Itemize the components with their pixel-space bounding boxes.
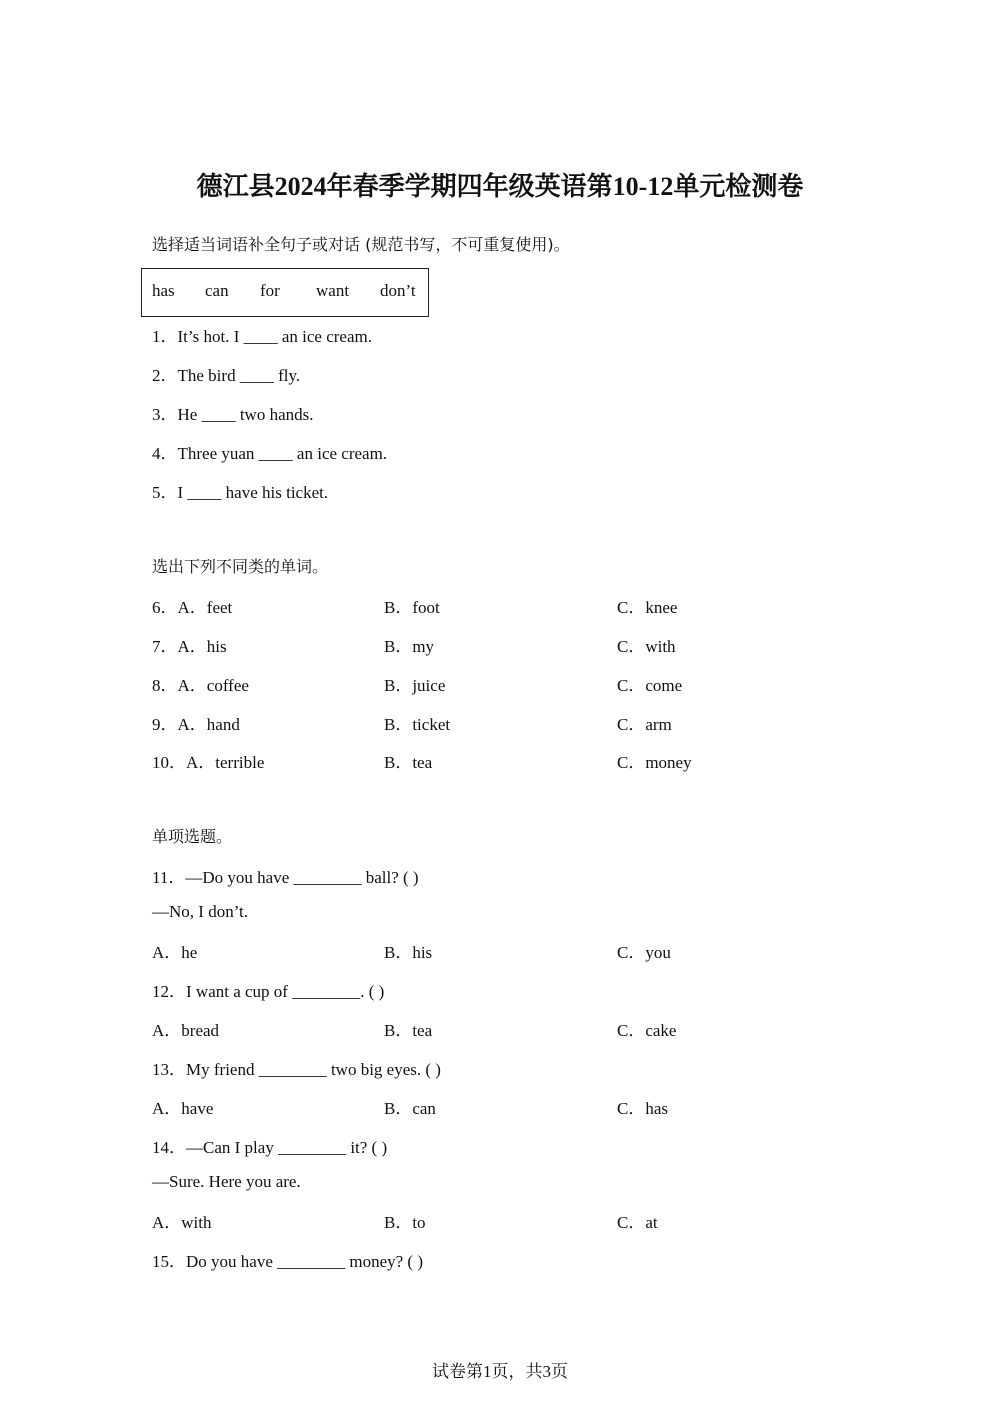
q10-option-b: B．tea <box>384 753 433 772</box>
word-box-item: want <box>316 281 350 300</box>
q7-option-c: C．with <box>617 637 676 656</box>
q7-option-a: 7．A．his <box>152 637 227 656</box>
section1-instruction: 选择适当词语补全句子或对话 (规范书写，不可重复使用)。 <box>152 235 570 254</box>
word-box <box>141 268 429 317</box>
q6-option-a: 6．A．feet <box>152 598 233 617</box>
question-5: 5．I ____ have his ticket. <box>152 483 329 502</box>
page-footer: 试卷第1页，共3页 <box>432 1362 568 1381</box>
question-11-reply: —No, I don’t. <box>152 902 249 921</box>
question-3: 3．He ____ two hands. <box>152 405 314 424</box>
question-4: 4．Three yuan ____ an ice cream. <box>152 444 388 463</box>
question-15: 15．Do you have ________ money? ( ) <box>152 1252 424 1271</box>
word-box-item: for <box>260 281 280 300</box>
word-box-item: don’t <box>380 281 416 300</box>
question-2: 2．The bird ____ fly. <box>152 366 301 385</box>
q8-option-c: C．come <box>617 676 683 695</box>
question-14: 14．—Can I play ________ it? ( ) <box>152 1138 388 1157</box>
question-1: 1．It’s hot. I ____ an ice cream. <box>152 327 372 346</box>
q12-option-a: A．bread <box>152 1021 220 1040</box>
q14-option-b: B．to <box>384 1213 426 1232</box>
q13-option-b: B．can <box>384 1099 436 1118</box>
question-11: 11．—Do you have ________ ball? ( ) <box>152 868 419 887</box>
q7-option-b: B．my <box>384 637 435 656</box>
q12-option-c: C．cake <box>617 1021 677 1040</box>
q14-option-c: C．at <box>617 1213 658 1232</box>
q13-option-c: C．has <box>617 1099 668 1118</box>
q14-option-a: A．with <box>152 1213 212 1232</box>
section2-instruction: 选出下列不同类的单词。 <box>152 557 329 576</box>
section3-instruction: 单项选题。 <box>152 827 233 846</box>
q11-option-a: A．he <box>152 943 198 962</box>
q9-option-a: 9．A．hand <box>152 715 240 734</box>
q12-option-b: B．tea <box>384 1021 433 1040</box>
q10-option-c: C．money <box>617 753 692 772</box>
page-title: 德江县2024年春季学期四年级英语第10-12单元检测卷 <box>196 172 804 201</box>
q8-option-a: 8．A．coffee <box>152 676 249 695</box>
q10-option-a: 10．A．terrible <box>152 753 265 772</box>
q11-option-b: B．his <box>384 943 433 962</box>
q6-option-c: C．knee <box>617 598 678 617</box>
q13-option-a: A．have <box>152 1099 214 1118</box>
word-box-item: can <box>205 281 229 300</box>
q11-option-c: C．you <box>617 943 671 962</box>
question-14-reply: —Sure. Here you are. <box>152 1172 301 1191</box>
question-12: 12．I want a cup of ________. ( ) <box>152 982 385 1001</box>
q8-option-b: B．juice <box>384 676 446 695</box>
word-box-item: has <box>152 281 175 300</box>
q9-option-c: C．arm <box>617 715 672 734</box>
q9-option-b: B．ticket <box>384 715 451 734</box>
q6-option-b: B．foot <box>384 598 440 617</box>
question-13: 13．My friend ________ two big eyes. ( ) <box>152 1060 441 1079</box>
